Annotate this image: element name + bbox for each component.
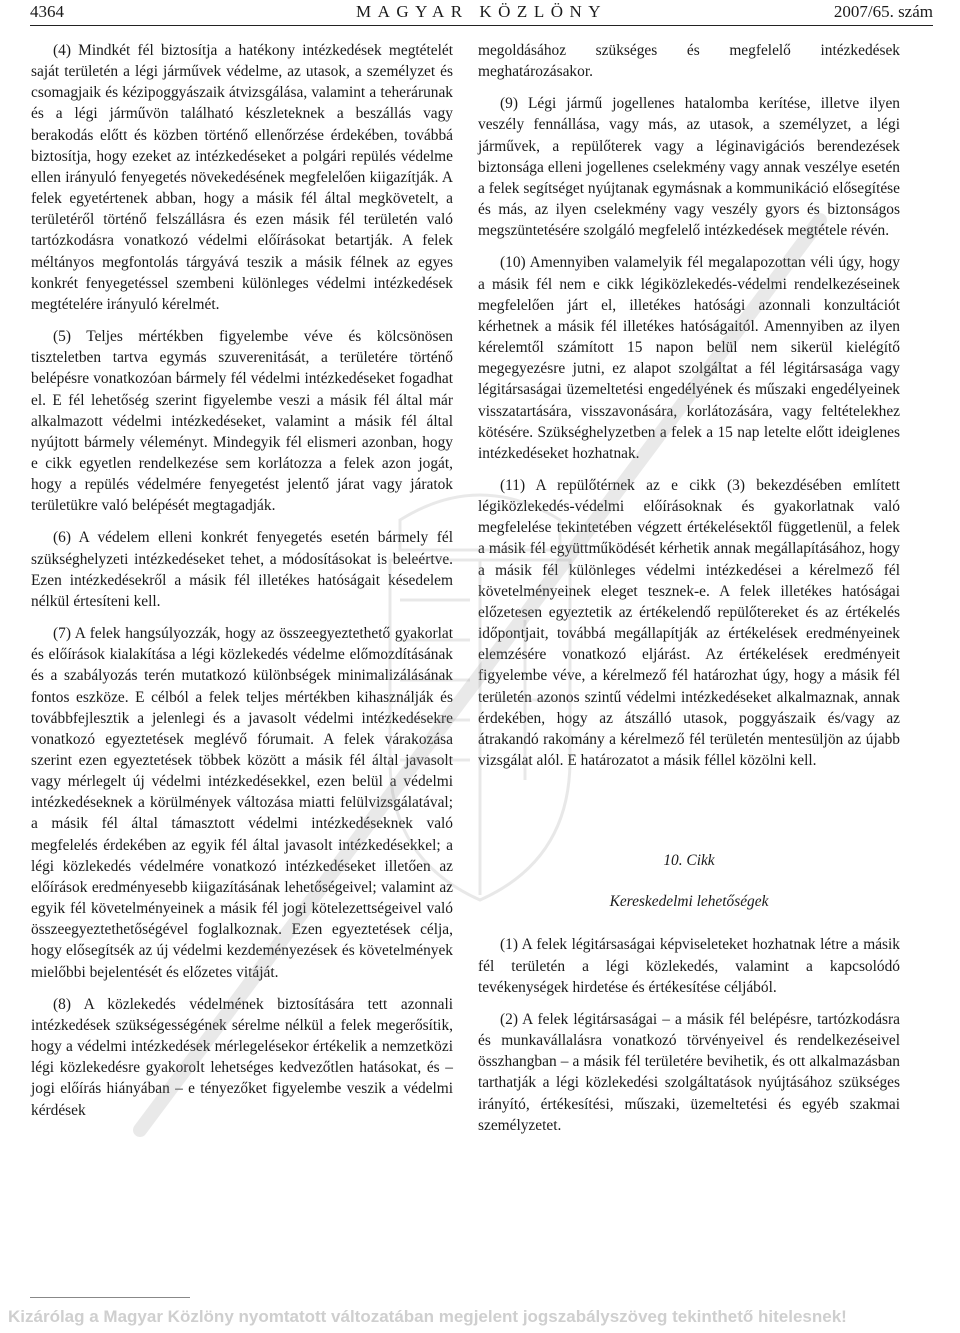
paragraph-9: (9) Légi jármű jogellenes hatalomba kerítése, illetve ilyen veszély fennállása, vagy más, az utasok, a személyzet, a légi járművek, a repülőterek vagy a léginavigációs berendezések biztonsága elleni jogellenes cselekmény vagy annak veszélye esetén a felek segítséget nyújtanak egymásnak a kommunikáció elősegítése és más, az ilyen cselekmény vagy veszély gyors és biztonságos megszüntetésére szolgáló megfelelő intézkedések megtétele révén. [478,95,900,240]
paragraph-6: (6) A védelem elleni konkrét fenyegetés esetén bármely fél szükséghelyzeti intézkedéseket tehet, a módosításokat is beleértve. Ezen intézkedésekről a másik fél illetékes hatóságait késedelem nélkül értesíteni kell. [31,529,453,610]
article-number: 10. Cikk [663,852,715,870]
article-title: Kereskedelmi lehetőségek [609,893,769,911]
footer-divider [30,1297,190,1298]
issue-number: 2007/65. szám [833,2,933,21]
paragraph-11: (11) A repülőtérnek az e cikk (3) bekezdésében említett légiközlekedés-védelmi előírásoknak és gyakorlatnak való megfelelése tekintetében végzett értékelésektől függetlenül, a felek a másik fél együttműködését kérhetik annak megállapításához, hogy a másik fél különleges védelmi intézkedései a kérelmező fél követelményeinek eleget tesznek-e. A felek illetékes hatóságai előzetesen egyeztetik az értékelendő repülőtereket és az értékelés időpontjait, továbbá megállapítják az értékelések eredményeinek elemzésére vonatkozó eljárást. Az értékelések eredményeit figyelembe véve, a kérelmező fél határozhat úgy, hogy a másik fél területén azonos szintű védelmi intézkedéseket alkalmaznak, annak érdekében, hogy az átszálló utasok, poggyászaik és/vagy az átrakandó rakomány a kérelmező fél területén mentesüljön az újabb vizsgálat alól. E határozatot a másik féllel közölni kell. [478,476,900,769]
header-divider [30,25,933,26]
article-10-paragraph-1: (1) A felek légitársaságai képviseleteket hozhatnak létre a másik fél területén a légi közlekedés, valamint a kapcsolódó tevékenységek hirdetése és értékesítése céljából. [478,936,900,996]
page-header [30,0,933,26]
page-number: 4364 [30,2,64,21]
authenticity-notice: Kizárólag a Magyar Közlöny nyomtatott változatában megjelent jogszabályszöveg tekinthető hitelesnek! [8,1307,847,1326]
paragraph-5: (5) Teljes mértékben figyelembe véve és kölcsönösen tiszteletben tartva egymás szuverenitását, a területére történő belépésre vonatkozóan bármely fél védelmi intézkedéseket fogadhat el. E fél lehetőség szerint figyelembe veszi a másik fél által már alkalmazott védelmi intézkedéseket, valamint a másik fél által nyújtott bármely véleményt. Mindegyik fél elismeri azonban, hogy e cikk egyetlen rendelkezése sem korlátozza a felek azon jogát, hogy a repülés védelmére fenyegetést jelentő járat vagy járatok területükre való belépését megtagadják. [31,328,453,515]
paragraph-10: (10) Amennyiben valamelyik fél megalapozottan véli úgy, hogy a másik fél nem e cikk légiközlekedés-védelmi rendelkezéseinek megfelelően járt el, illetékes hatósági azonnali konzultációt kérhetnek a másik fél illetékes hatóságaitól. Amennyiben az ilyen kérelemtől számított 15 napon belül nem sikerül kielégítő megegyezésre jutni, ez alapot szolgáltat a fél légitársasága vagy légitársaságai üzemeltetési engedélyének és műszaki engedélyeinek visszatartására, visszavonására, korlátozására, vagy feltételekhez kötésére. Szükséghelyzetben a felek a 15 nap letelte előtt ideiglenes intézkedéseket hozhatnak. [478,254,900,462]
left-column [31,40,453,1132]
right-column [478,40,900,1147]
paragraph-8: (8) A közlekedés védelmének biztosítására tett azonnali intézkedések szükségességének sérelme nélkül a felek megerősítik, hogy a védelmi intézkedések mérlegelésekor értékelik a nemzetközi légi közlekedésre gyakorolt lehetséges kedvezőtlen hatásokat, és – jogi előírás hiányában – e tényezőket figyelembe veszik a védelmi kérdések [31,995,453,1119]
paragraph-8-continued: megoldásához szükséges és megfelelő intézkedések meghatározásakor. [478,42,900,81]
journal-title: MAGYAR KÖZLÖNY [355,2,608,21]
paragraph-4: (4) Mindkét fél biztosítja a hatékony intézkedések megtételét saját területén a légi járművek védelme, az utasok, a személyzet és csomagjaik és kézipoggyászaik átvizsgálása, valamint a teherárunak és a légi járművön található készleteknek a beszállás vagy berakodás előtt és közben történő ellenőrzése érdekében, továbbá biztosítja, hogy ezeket az intézkedéseket a polgári repülés védelme ellen irányuló fenyegetés növekedésének megfelelően kiigazítják. A felek egyetértenek abban, hogy a másik fél által megkövetelt, a területéről történő felszállásra és ezen másik fél területén való tartózkodásra vonatkozó védelmi előírásokat betartják. A felek méltányos megfontolás tárgyává teszik a másik félnek az egyes konkrét fenyegetéssel szembeni különleges védelmi intézkedések megtételére irányuló kérelmét. [31,42,453,313]
paragraph-7: (7) A felek hangsúlyozzák, hogy az összeegyeztethető gyakorlat és előírások kialakítása a légi közlekedés védelme előmozdításának és a szabályozás terén mutatkozó különbségek minimalizálásának fontos eszköze. E célból a felek teljes mértékben kihasználják és továbbfejlesztik a jelenlegi és a javasolt védelmi intézkedésekre vonatkozó egyeztetések meglévő fórumait. A felek várakozása szerint ezen egyeztetések többek között a másik fél által javasolt vagy mérlegelt új védelmi intézkedésekkel, ezen belül a védelmi intézkedéseknek a körülmények változása miatti felülvizsgálatával; a másik fél által támasztott védelmi intézkedéseknek való megfelelés érdekében az egyik fél által javasolt intézkedésekkel; a légi közlekedés védelmére vonatkozó intézkedéseket illetően az előírások eredményesebb kiigazításának lehetőségeivel; valamint az egyik fél követelményeinek a másik fél jogi kötelezettségeivel való összeegyeztethetőségével foglalkoznak. Ezen egyeztetések célja, hogy elősegítsék az új védelmi kezdeményezések és követelmények mielőbbi bejelentését és előzetes vitáját. [31,625,453,981]
article-10-paragraph-2: (2) A felek légitársaságai – a másik fél belépésre, tartózkodásra és munkavállalásra vonatkozó törvényeivel és rendelkezéseivel összhangban – a másik fél területére bevihetik, és ott alkalmazásban tarthatják a légi közlekedési szolgáltatások nyújtásához szükséges irányító, értékesítési, műszaki, üzemeltetési és egyéb szakmai személyzetet. [478,1010,900,1134]
